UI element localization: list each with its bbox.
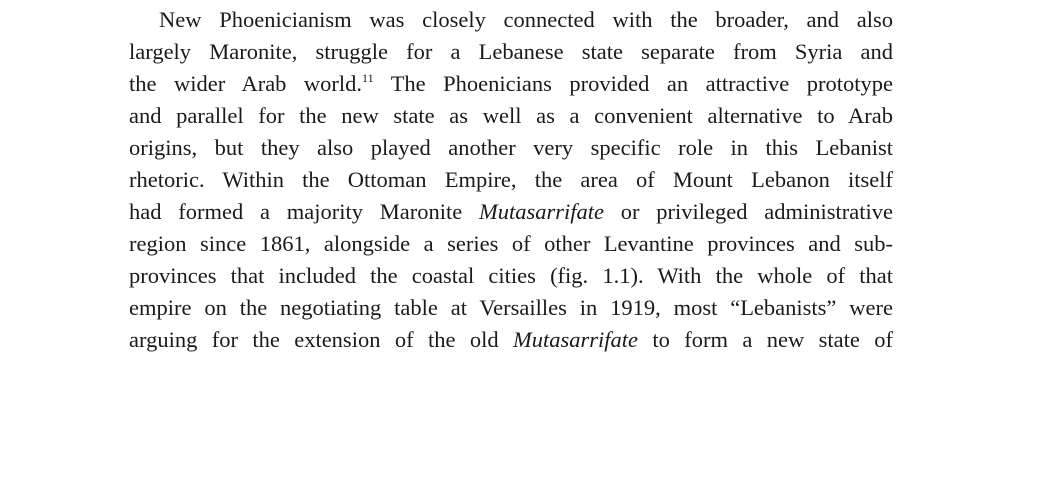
italic-term: Mutasarrifate xyxy=(512,327,638,352)
text-line-9-content: provinces that included the coastal cities (fig. 1.1). With the whole of that xyxy=(129,263,893,288)
text-line-11-start: arguing for the extension of the old xyxy=(129,327,513,352)
text-line-8-content: region since 1861, alongside a series of other Levantine provinces and sub- xyxy=(129,231,893,256)
text-line-7 xyxy=(129,196,893,228)
text-line-6-content: rhetoric. Within the Ottoman Empire, the area of Mount Lebanon itself xyxy=(129,167,893,192)
text-line-6 xyxy=(129,164,893,196)
text-line-4-content: and parallel for the new state as well as a convenient alternative to Arab xyxy=(129,103,893,128)
text-line-11-end: to form a new state of xyxy=(638,327,894,352)
text-line-5-content: origins, but they also played another very specific role in this Lebanist xyxy=(129,135,893,160)
text-line-1-content: New Phoenicianism was closely connected with the broader, and also xyxy=(159,7,893,32)
body-paragraph xyxy=(129,4,893,356)
text-line-3-end: The Phoenicians provided an attractive prototype xyxy=(373,71,893,96)
text-line-8 xyxy=(129,228,893,260)
text-line-7-start: had formed a majority Maronite xyxy=(129,199,479,224)
text-line-2-content: largely Maronite, struggle for a Lebanese state separate from Syria and xyxy=(129,39,893,64)
text-line-1 xyxy=(129,4,893,36)
text-line-10-content: empire on the negotiating table at Versailles in 1919, most “Lebanists” were xyxy=(129,295,893,320)
text-line-4 xyxy=(129,100,893,132)
text-line-3 xyxy=(129,68,893,100)
text-line-11 xyxy=(129,324,893,356)
text-line-2 xyxy=(129,36,893,68)
text-line-10 xyxy=(129,292,893,324)
text-line-7-end: or privileged administrative xyxy=(604,199,893,224)
italic-term: Mutasarrifate xyxy=(479,199,605,224)
text-line-5 xyxy=(129,132,893,164)
text-line-3-start: the wider Arab world. xyxy=(129,71,363,96)
footnote-marker: 11 xyxy=(362,71,374,85)
text-line-9 xyxy=(129,260,893,292)
